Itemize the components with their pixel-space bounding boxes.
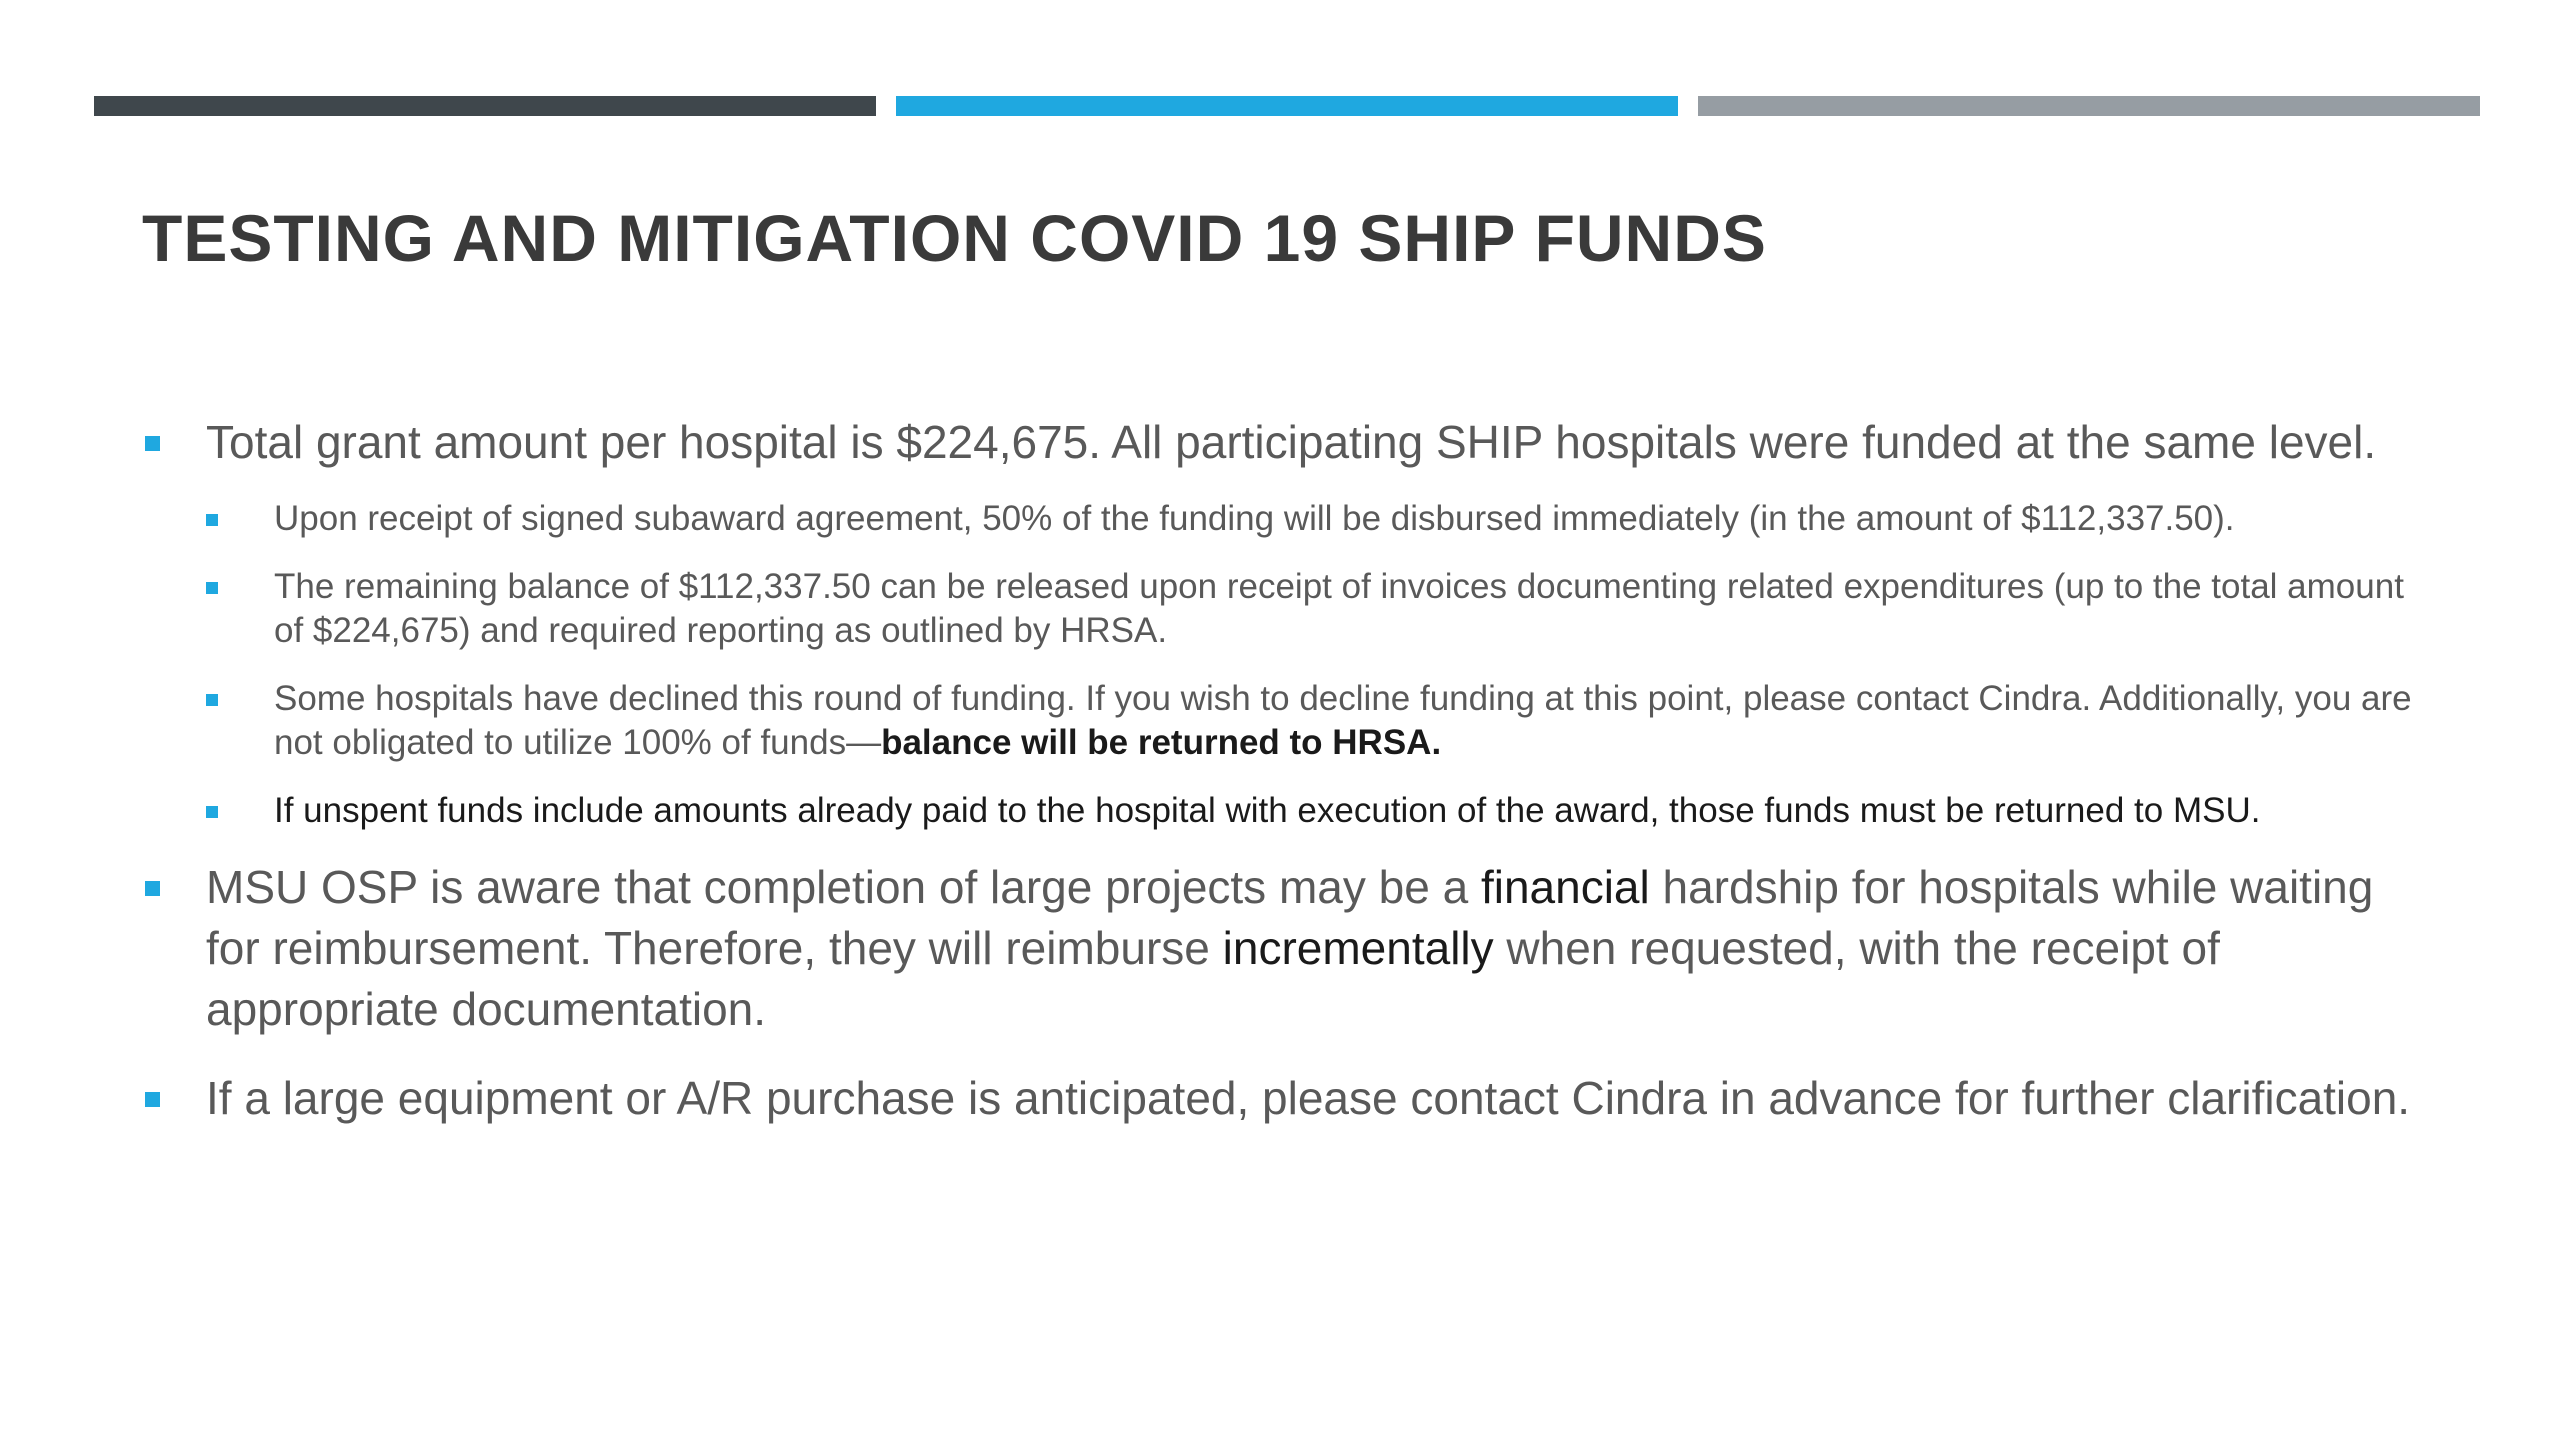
header-accent-bars: [94, 96, 2480, 116]
bullet-text: If a large equipment or A/R purchase is anticipated, please contact Cindra in advance for further clarification.: [206, 1072, 2411, 1124]
sub-bullet-text: Some hospitals have declined this round of funding. If you wish to decline funding at this point, please contact Cindra. Additionally, you are not obligated to utilize 100% of funds—: [274, 679, 2412, 762]
sub-bullet-disbursement: [206, 497, 2412, 541]
sub-bullet-unspent-funds: [206, 789, 2412, 833]
slide-title: TESTING AND MITIGATION COVID 19 SHIP FUNDS: [142, 201, 1767, 275]
sub-bullet-text: If unspent funds include amounts already paid to the hospital with execution of the award, those funds must be returned to MSU.: [274, 791, 2261, 830]
accent-bar-gray: [1698, 96, 2480, 116]
slide-body: [142, 412, 2412, 1157]
sub-bullet-emphasis: balance will be returned to HRSA.: [881, 723, 1442, 762]
square-bullet-icon: [206, 514, 218, 526]
bullet-text: hardship for hospitals while waiting for reimbursement. Therefore, they will reimburse: [206, 861, 2374, 974]
bullet-msu-osp: [142, 857, 2412, 1040]
square-bullet-icon: [206, 582, 218, 594]
accent-bar-blue: [896, 96, 1678, 116]
bullet-emphasis-incrementally: incrementally: [1222, 922, 1494, 974]
sub-bullet-remaining-balance: [206, 565, 2412, 653]
bullet-emphasis-financial: financial: [1480, 861, 1650, 913]
bullet-text: Total grant amount per hospital is $224,675. All participating SHIP hospitals were funded at the same level.: [206, 416, 2377, 468]
bullet-text: when requested, with the receipt of appropriate documentation.: [206, 922, 2220, 1035]
square-bullet-icon: [206, 806, 218, 818]
bullet-grant-amount: [142, 412, 2412, 473]
bullet-large-equipment: [142, 1068, 2412, 1129]
accent-bar-dark: [94, 96, 876, 116]
sub-bullet-text: The remaining balance of $112,337.50 can be released upon receipt of invoices documenting related expenditures (up to the total amount of $224,675) and required reporting as outlined by HRSA.: [274, 567, 2404, 650]
sub-bullet-declined-funding: [206, 677, 2412, 765]
sub-bullet-list: [142, 497, 2412, 833]
bullet-text: MSU OSP is aware that completion of large projects may be a: [206, 861, 1481, 913]
square-bullet-icon: [145, 881, 160, 896]
sub-bullet-text: Upon receipt of signed subaward agreement, 50% of the funding will be disbursed immediately (in the amount of $112,337.50).: [274, 499, 2235, 538]
square-bullet-icon: [145, 436, 160, 451]
square-bullet-icon: [206, 694, 218, 706]
square-bullet-icon: [145, 1092, 160, 1107]
